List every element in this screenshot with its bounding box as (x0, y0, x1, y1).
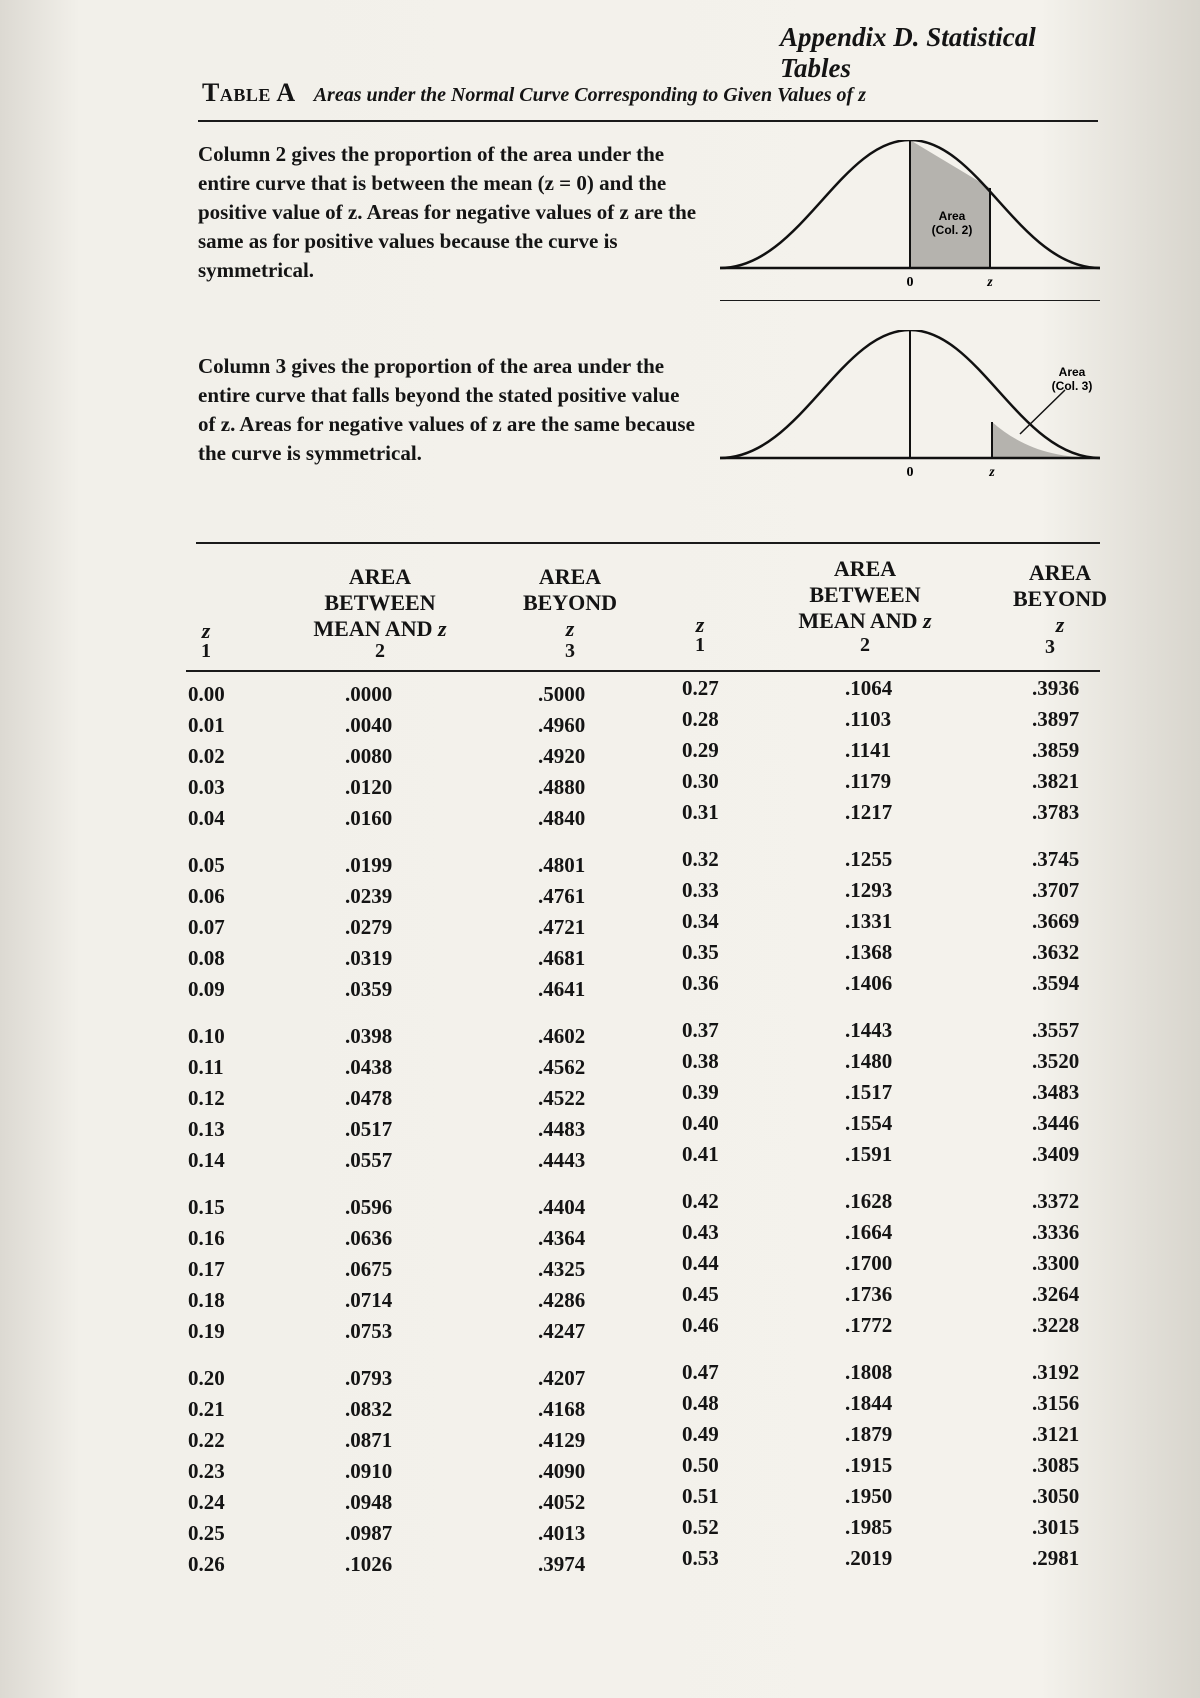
area-between-cell: .1879 (845, 1422, 893, 1446)
header-z: z (1055, 612, 1065, 637)
header-z: z (923, 608, 932, 633)
area-between-cell: .1179 (845, 769, 892, 793)
z-value-cell: 0.14 (188, 1148, 225, 1172)
area-pointer-line (1020, 390, 1065, 434)
area-beyond-cell: .3520 (1032, 1049, 1080, 1073)
column-number-2-right: 2 (860, 634, 870, 656)
area-beyond-cell: .4090 (538, 1459, 586, 1483)
area-beyond-cell: .3015 (1032, 1515, 1080, 1539)
header-line: BETWEEN (324, 590, 436, 615)
area-between-cell: .1554 (845, 1111, 893, 1135)
area-between-cell: .1026 (345, 1552, 393, 1576)
z-value-cell: 0.22 (188, 1428, 225, 1452)
table-title (202, 78, 866, 108)
area-between-cell: .1517 (845, 1080, 893, 1104)
area-between-cell: .1331 (845, 909, 893, 933)
area-beyond-cell: .4960 (538, 713, 586, 737)
area-beyond-cell: .4129 (538, 1428, 586, 1452)
table-description: Areas under the Normal Curve Corresponding to Given Values of z (313, 84, 866, 106)
area-beyond-cell: .4880 (538, 775, 586, 799)
z-value-cell: 0.46 (682, 1313, 719, 1337)
z-value-cell: 0.42 (682, 1189, 719, 1213)
area-beyond-cell: .3859 (1032, 738, 1080, 762)
z-value-cell: 0.44 (682, 1251, 719, 1275)
area-between-cell: .1480 (845, 1049, 893, 1073)
running-head: Appendix D. Statistical Tables (780, 22, 1036, 83)
area-beyond-cell: .3974 (538, 1552, 586, 1576)
z-value-cell: 0.34 (682, 909, 719, 933)
area-beyond-cell: .4761 (538, 884, 586, 908)
area-beyond-cell: .3228 (1032, 1313, 1080, 1337)
z-value-cell: 0.05 (188, 853, 225, 877)
z-value-cell: 0.39 (682, 1080, 719, 1104)
header-line: BETWEEN (809, 582, 921, 607)
z-value-cell: 0.19 (188, 1319, 225, 1343)
z-value-cell: 0.08 (188, 946, 225, 970)
area-beyond-cell: .4168 (538, 1397, 586, 1421)
area-beyond-cell: .3897 (1032, 707, 1080, 731)
z-value-cell: 0.52 (682, 1515, 719, 1539)
z-value-cell: 0.16 (188, 1226, 225, 1250)
title-rule (198, 120, 1098, 122)
area-beyond-cell: .4404 (538, 1195, 586, 1219)
area-between-cell: .0398 (345, 1024, 393, 1048)
table-top-rule (196, 542, 1100, 544)
area-beyond-cell: .4721 (538, 915, 586, 939)
area-between-cell: .1700 (845, 1251, 893, 1275)
area-beyond-cell: .3446 (1032, 1111, 1080, 1135)
area-between-cell: .1808 (845, 1360, 893, 1384)
z-value-cell: 0.43 (682, 1220, 719, 1244)
area-beyond-cell: .3121 (1032, 1422, 1080, 1446)
z-value-cell: 0.12 (188, 1086, 225, 1110)
z-header-text: z (201, 618, 211, 643)
area-beyond-cell: .3192 (1032, 1360, 1080, 1384)
area-beyond-cell: .4013 (538, 1521, 586, 1545)
area-between-cell: .0832 (345, 1397, 393, 1421)
area-between-cell: .0871 (345, 1428, 393, 1452)
area-between-cell: .0714 (345, 1288, 393, 1312)
z-value-cell: 0.21 (188, 1397, 225, 1421)
z-value-cell: 0.31 (682, 800, 719, 824)
area-between-cell: .1772 (845, 1313, 893, 1337)
area-beyond-cell: .4641 (538, 977, 586, 1001)
area-beyond-cell: .5000 (538, 682, 586, 706)
area-beyond-cell: .3085 (1032, 1453, 1080, 1477)
area-between-cell: .0359 (345, 977, 393, 1001)
area-beyond-cell: .4364 (538, 1226, 586, 1250)
area-beyond-cell: .4522 (538, 1086, 586, 1110)
area-beyond-cell: .4052 (538, 1490, 586, 1514)
area-between-cell: .0080 (345, 744, 393, 768)
area-between-header-left (280, 564, 480, 642)
area-between-cell: .0279 (345, 915, 393, 939)
area-beyond-cell: .4443 (538, 1148, 586, 1172)
z-value-cell: 0.37 (682, 1018, 719, 1042)
area-between-cell: .1406 (845, 971, 893, 995)
header-text: MEAN AND (313, 616, 433, 641)
area-between-cell: .0199 (345, 853, 393, 877)
header-line: BEYOND (1012, 586, 1108, 611)
z-value-cell: 0.15 (188, 1195, 225, 1219)
area-beyond-cell: .4840 (538, 806, 586, 830)
area-between-cell: .0557 (345, 1148, 393, 1172)
area-between-cell: .1217 (845, 800, 893, 824)
shaded-area-col2 (910, 140, 990, 268)
area-between-cell: .1736 (845, 1282, 893, 1306)
header-z: z (565, 616, 575, 641)
z-value-cell: 0.25 (188, 1521, 225, 1545)
area-beyond-header-right (1000, 560, 1120, 638)
area-between-cell: .1255 (845, 847, 893, 871)
area-beyond-cell: .3409 (1032, 1142, 1080, 1166)
z-value-cell: 0.02 (188, 744, 225, 768)
area-beyond-cell: .4602 (538, 1024, 586, 1048)
table-label: Table A (202, 78, 296, 107)
z-label: z (989, 465, 995, 480)
area-between-cell: .0120 (345, 775, 393, 799)
z-value-cell: 0.04 (188, 806, 225, 830)
area-between-cell: .1985 (845, 1515, 893, 1539)
z-value-cell: 0.17 (188, 1257, 225, 1281)
area-beyond-cell: .4681 (538, 946, 586, 970)
area-between-cell: .1591 (845, 1142, 893, 1166)
z-value-cell: 0.53 (682, 1546, 719, 1570)
z-value-cell: 0.40 (682, 1111, 719, 1135)
area-beyond-cell: .3372 (1032, 1189, 1080, 1213)
area-between-cell: .0753 (345, 1319, 393, 1343)
z-value-cell: 0.29 (682, 738, 719, 762)
area-between-cell: .1915 (845, 1453, 893, 1477)
area-between-cell: .0040 (345, 713, 393, 737)
area-between-cell: .1664 (845, 1220, 893, 1244)
z-value-cell: 0.07 (188, 915, 225, 939)
area-beyond-cell: .3632 (1032, 940, 1080, 964)
z-header-text: z (695, 612, 705, 637)
z-value-cell: 0.03 (188, 775, 225, 799)
header-line: AREA (1028, 560, 1092, 585)
z-value-cell: 0.51 (682, 1484, 719, 1508)
column-number-1-left: 1 (201, 640, 211, 662)
area-beyond-cell: .3783 (1032, 800, 1080, 824)
z-value-cell: 0.33 (682, 878, 719, 902)
z-value-cell: 0.28 (682, 707, 719, 731)
area-between-cell: .1103 (845, 707, 892, 731)
area-between-cell: .1293 (845, 878, 893, 902)
z-value-cell: 0.50 (682, 1453, 719, 1477)
mean-label: 0 (906, 465, 914, 480)
area-beyond-cell: .3594 (1032, 971, 1080, 995)
area-between-cell: .0948 (345, 1490, 393, 1514)
z-value-cell: 0.09 (188, 977, 225, 1001)
area-beyond-cell: .4562 (538, 1055, 586, 1079)
area-label-line1: Area (1058, 365, 1086, 379)
z-value-cell: 0.47 (682, 1360, 719, 1384)
area-beyond-cell: .3050 (1032, 1484, 1080, 1508)
column-number-3-left: 3 (565, 640, 575, 662)
area-beyond-header-left (500, 564, 640, 642)
area-beyond-cell: .2981 (1032, 1546, 1080, 1570)
area-between-cell: .2019 (845, 1546, 893, 1570)
shaded-area-col3 (992, 422, 1100, 458)
area-beyond-cell: .3669 (1032, 909, 1080, 933)
column-number-1-right: 1 (695, 634, 705, 656)
area-between-cell: .0793 (345, 1366, 393, 1390)
header-line (280, 616, 480, 642)
area-between-cell: .0438 (345, 1055, 393, 1079)
area-label-line1: Area (938, 209, 966, 223)
column-number-3-right: 3 (1045, 636, 1055, 658)
z-value-cell: 0.36 (682, 971, 719, 995)
z-value-cell: 0.00 (188, 682, 225, 706)
z-value-cell: 0.11 (188, 1055, 224, 1079)
mean-label: 0 (906, 275, 914, 290)
area-beyond-cell: .4207 (538, 1366, 586, 1390)
z-value-cell: 0.49 (682, 1422, 719, 1446)
area-between-cell: .1141 (845, 738, 892, 762)
area-beyond-cell: .3821 (1032, 769, 1080, 793)
area-beyond-cell: .3264 (1032, 1282, 1080, 1306)
area-label-line2: (Col. 2) (931, 223, 973, 237)
area-beyond-cell: .3745 (1032, 847, 1080, 871)
z-value-cell: 0.23 (188, 1459, 225, 1483)
area-beyond-cell: .3300 (1032, 1251, 1080, 1275)
header-line (765, 608, 965, 634)
area-between-cell: .0160 (345, 806, 393, 830)
area-between-cell: .1844 (845, 1391, 893, 1415)
area-beyond-cell: .3336 (1032, 1220, 1080, 1244)
z-value-cell: 0.35 (682, 940, 719, 964)
area-between-cell: .0517 (345, 1117, 393, 1141)
header-line: AREA (538, 564, 602, 589)
area-beyond-cell: .4483 (538, 1117, 586, 1141)
z-value-cell: 0.06 (188, 884, 225, 908)
z-value-cell: 0.38 (682, 1049, 719, 1073)
z-value-cell: 0.41 (682, 1142, 719, 1166)
area-between-cell: .1368 (845, 940, 893, 964)
z-value-cell: 0.20 (188, 1366, 225, 1390)
area-beyond-cell: .3936 (1032, 676, 1080, 700)
z-value-cell: 0.32 (682, 847, 719, 871)
area-between-header-right (765, 556, 965, 634)
z-label: z (987, 275, 993, 290)
z-value-cell: 0.13 (188, 1117, 225, 1141)
area-between-cell: .0910 (345, 1459, 393, 1483)
area-beyond-cell: .3483 (1032, 1080, 1080, 1104)
area-beyond-cell: .4325 (538, 1257, 586, 1281)
header-bottom-rule (186, 670, 1100, 672)
area-beyond-cell: .3707 (1032, 878, 1080, 902)
z-value-cell: 0.30 (682, 769, 719, 793)
area-label-line2: (Col. 3) (1051, 379, 1093, 393)
normal-curve-col2-figure (720, 140, 1100, 290)
area-beyond-cell: .4286 (538, 1288, 586, 1312)
area-beyond-cell: .4801 (538, 853, 586, 877)
area-between-cell: .0319 (345, 946, 393, 970)
column-number-2-left: 2 (375, 640, 385, 662)
area-between-cell: .1628 (845, 1189, 893, 1213)
z-value-cell: 0.01 (188, 713, 225, 737)
normal-curve-col3-figure (720, 330, 1100, 480)
area-beyond-cell: .3156 (1032, 1391, 1080, 1415)
z-value-cell: 0.18 (188, 1288, 225, 1312)
z-value-cell: 0.26 (188, 1552, 225, 1576)
z-value-cell: 0.24 (188, 1490, 225, 1514)
header-z: z (438, 616, 447, 641)
area-between-cell: .1064 (845, 676, 893, 700)
figure-divider (720, 300, 1100, 301)
z-value-cell: 0.48 (682, 1391, 719, 1415)
area-between-cell: .1443 (845, 1018, 893, 1042)
area-between-cell: .1950 (845, 1484, 893, 1508)
z-value-cell: 0.27 (682, 676, 719, 700)
area-beyond-cell: .4920 (538, 744, 586, 768)
z-value-cell: 0.45 (682, 1282, 719, 1306)
area-between-cell: .0987 (345, 1521, 393, 1545)
area-between-cell: .0000 (345, 682, 393, 706)
area-beyond-cell: .4247 (538, 1319, 586, 1343)
area-between-cell: .0596 (345, 1195, 393, 1219)
column-3-description: Column 3 gives the proportion of the area under the entire curve that falls beyond the stated positive value of z. Areas for negative values of z are the same because the curve is symmetrical. (198, 354, 695, 465)
area-between-cell: .0239 (345, 884, 393, 908)
header-line: BEYOND (522, 590, 618, 615)
area-between-cell: .0675 (345, 1257, 393, 1281)
area-between-cell: .0478 (345, 1086, 393, 1110)
z-value-cell: 0.10 (188, 1024, 225, 1048)
header-text: MEAN AND (798, 608, 918, 633)
header-line: AREA (348, 564, 412, 589)
area-beyond-cell: .3557 (1032, 1018, 1080, 1042)
header-line: AREA (833, 556, 897, 581)
column-2-description: Column 2 gives the proportion of the area under the entire curve that is between the mean (z = 0) and the positive value of z. Areas for negative values of z are the same as for positive values because the curve is symmetrical. (198, 142, 697, 282)
area-between-cell: .0636 (345, 1226, 393, 1250)
